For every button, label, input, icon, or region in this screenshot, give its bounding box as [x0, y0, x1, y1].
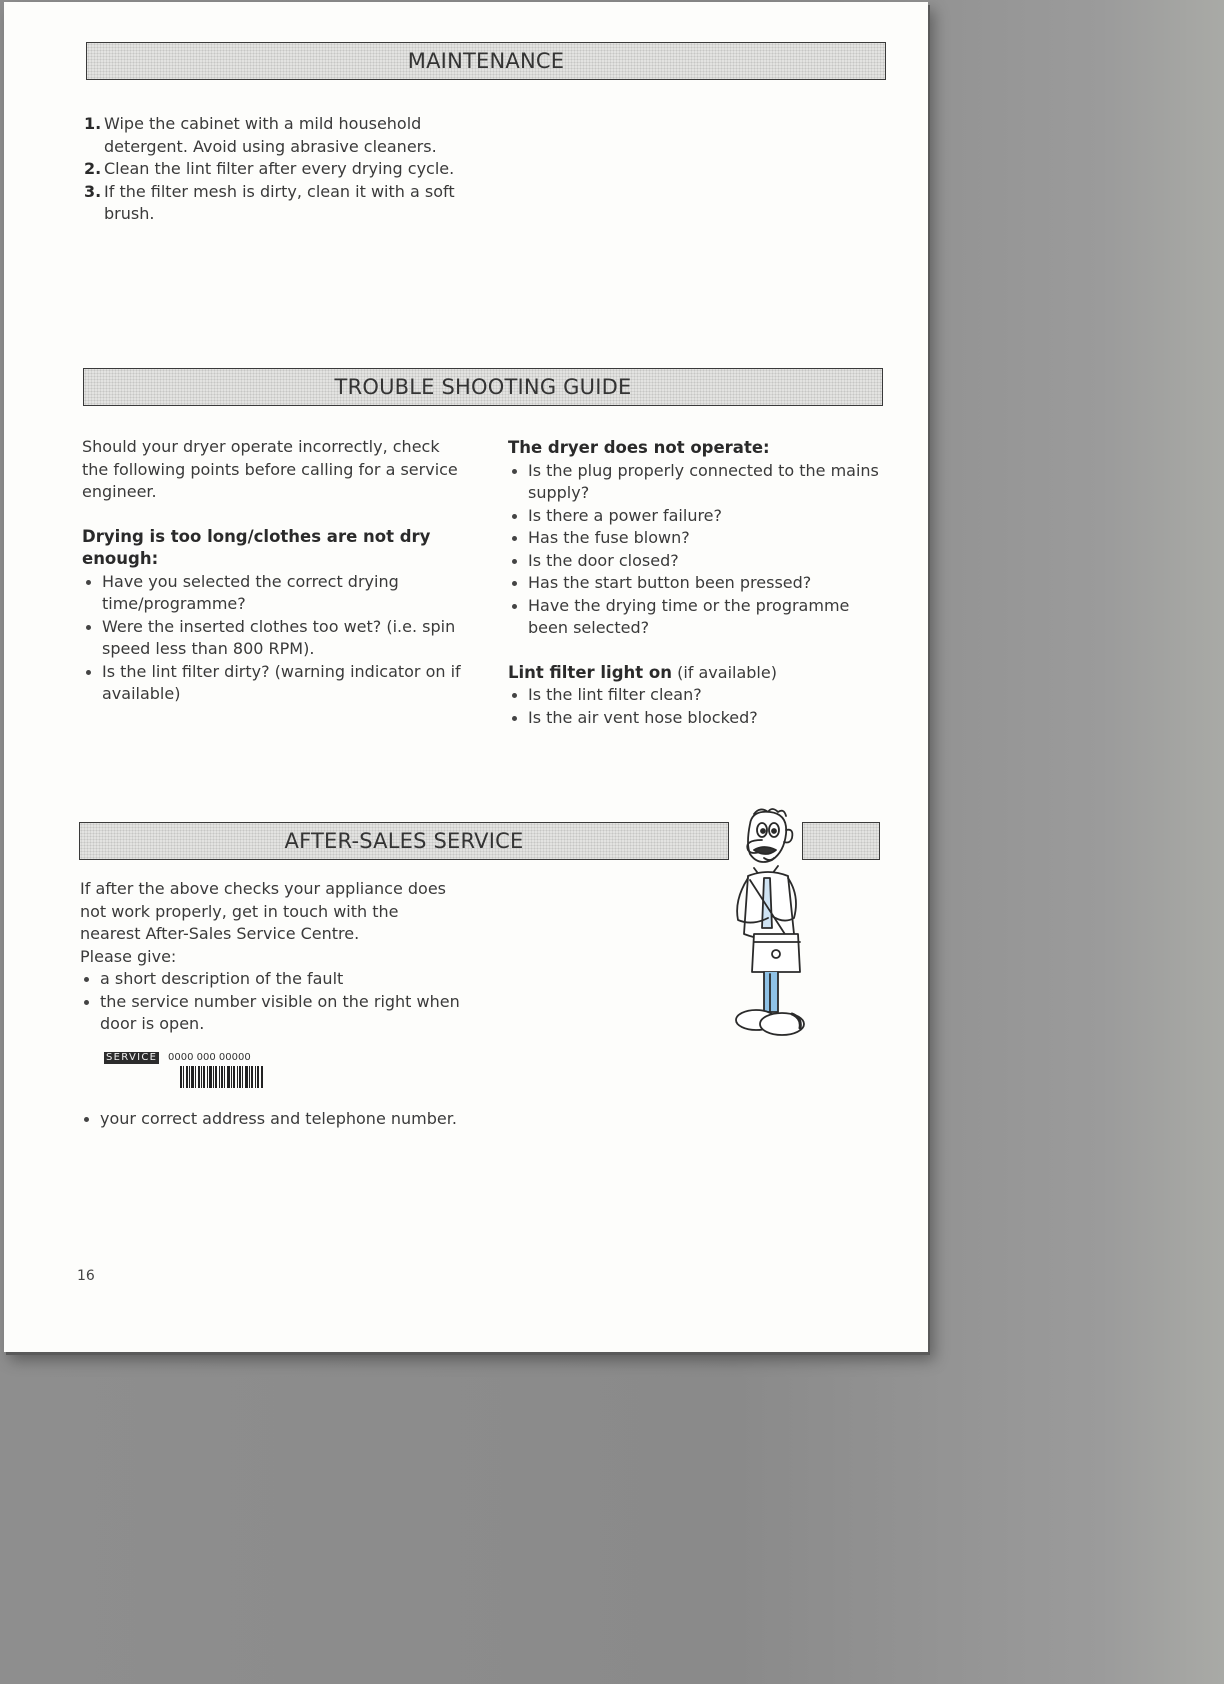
list-item: Is there a power failure? — [508, 505, 888, 528]
after-sales-intro: If after the above checks your appliance does not work properly, get in touch with the nearest After-Sales Service Centre. — [80, 879, 446, 943]
list-item: Is the air vent hose blocked? — [508, 707, 888, 730]
service-engineer-illustration-icon — [724, 806, 814, 1040]
maintenance-title: MAINTENANCE — [407, 49, 565, 73]
list-item: Were the inserted clothes too wet? (i.e. spin speed less than 800 RPM). — [82, 616, 462, 661]
after-sales-title: AFTER-SALES SERVICE — [284, 829, 524, 853]
maintenance-item: 3. If the filter mesh is dirty, clean it with a soft brush. — [84, 181, 455, 223]
service-plate — [104, 1052, 264, 1092]
after-sales-header — [79, 822, 729, 860]
page-number: 16 — [77, 1268, 95, 1284]
maintenance-item: 2. Clean the lint filter after every drying cycle. — [84, 159, 455, 178]
manual-page — [4, 2, 928, 1352]
trouble-intro: Should your dryer operate incorrectly, check the following points before calling for a service engineer. — [82, 437, 458, 501]
service-label: SERVICE — [106, 1052, 158, 1063]
drying-heading: Drying is too long/clothes are not dry enough: — [82, 526, 431, 568]
list-item: the service number visible on the right when door is open. — [80, 991, 460, 1036]
maintenance-item: 1. Wipe the cabinet with a mild household detergent. Avoid using abrasive cleaners. — [84, 114, 437, 156]
trouble-title: TROUBLE SHOOTING GUIDE — [334, 375, 632, 399]
trouble-left-column — [82, 436, 462, 706]
list-item: a short description of the fault — [80, 968, 460, 991]
please-give: Please give: — [80, 946, 177, 966]
maintenance-list — [84, 113, 484, 226]
list-item: Has the start button been pressed? — [508, 572, 888, 595]
service-number: 0000 000 00000 — [168, 1052, 251, 1063]
list-item: your correct address and telephone number. — [80, 1108, 480, 1131]
maintenance-header — [86, 42, 886, 80]
lint-heading-line: Lint filter light on (if available) — [508, 662, 777, 682]
list-item: Is the plug properly connected to the mains supply? — [508, 460, 888, 505]
list-item: Have the drying time or the programme been selected? — [508, 595, 888, 640]
list-item: Is the lint filter clean? — [508, 684, 888, 707]
trouble-header — [83, 368, 883, 406]
after-sales-final — [80, 1108, 480, 1131]
not-operate-heading: The dryer does not operate: — [508, 438, 770, 457]
list-item: Is the door closed? — [508, 550, 888, 573]
after-sales-text — [80, 878, 460, 1036]
list-item: Is the lint filter dirty? (warning indicator on if available) — [82, 661, 462, 706]
barcode-icon — [180, 1066, 264, 1088]
list-item: Has the fuse blown? — [508, 527, 888, 550]
trouble-right-column — [508, 437, 888, 729]
list-item: Have you selected the correct drying time/programme? — [82, 571, 462, 616]
